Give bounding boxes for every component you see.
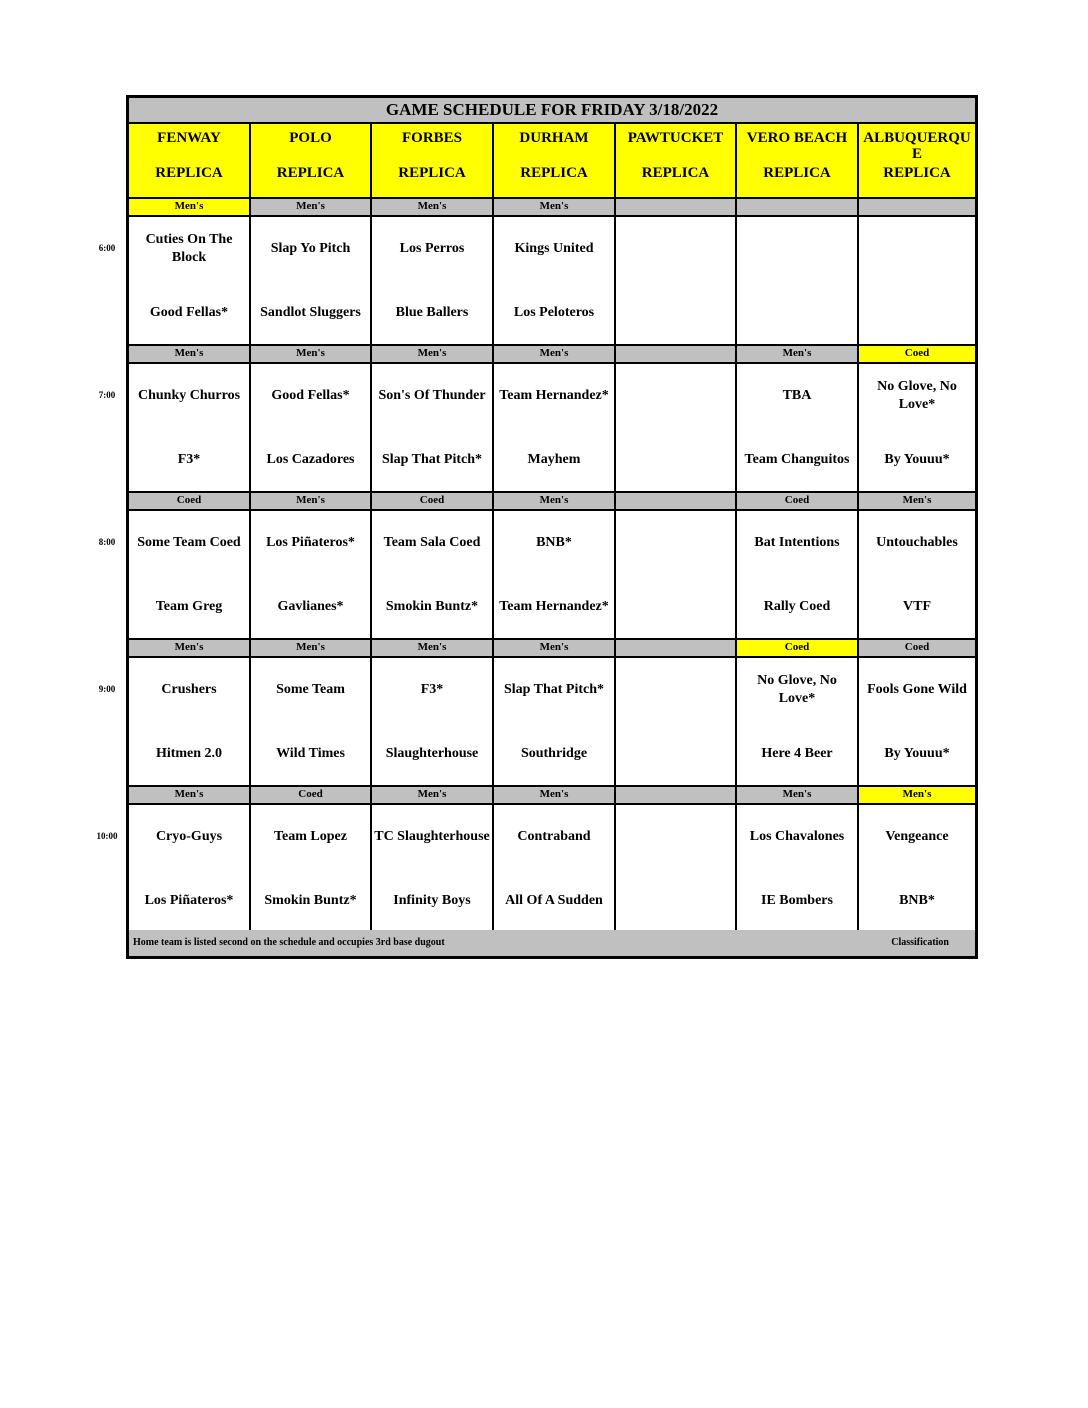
away-team: Los Perros	[399, 241, 465, 256]
home-team: Good Fellas*	[149, 305, 229, 320]
venue-name: FENWAY	[157, 130, 221, 146]
away-team: Cuties On The Block	[145, 232, 233, 265]
venue-name: ALBUQUERQU E	[863, 130, 971, 162]
game-cell	[737, 658, 857, 785]
home-team	[737, 293, 857, 333]
game-cell	[859, 511, 975, 638]
home-team: Sandlot Sluggers	[260, 305, 361, 320]
game-cell	[129, 364, 249, 491]
venue-name: POLO	[289, 130, 332, 146]
venue-header	[129, 124, 249, 197]
home-team: Smokin Buntz*	[385, 599, 479, 614]
venue-subtitle: REPLICA	[398, 165, 466, 181]
venue-name: PAWTUCKET	[627, 130, 724, 146]
home-team: Los Peloteros	[513, 305, 595, 320]
classification-badge: Men's	[494, 640, 614, 656]
away-team	[859, 229, 975, 269]
game-cell	[859, 805, 975, 932]
home-team: Southridge	[520, 746, 588, 761]
time-label: 6:00	[98, 243, 116, 253]
classification-badge	[616, 493, 735, 509]
home-team: VTF	[903, 599, 931, 614]
away-team: BNB*	[536, 535, 572, 550]
time-label: 10:00	[96, 831, 118, 841]
game-cell	[372, 511, 492, 638]
game-cell	[129, 658, 249, 785]
game-cell	[251, 364, 370, 491]
venue-header	[859, 124, 975, 197]
classification-badge	[737, 199, 857, 215]
classification-badge: Coed	[129, 493, 249, 509]
home-team: Team Greg	[155, 599, 223, 614]
classification-badge: Men's	[372, 346, 492, 362]
classification-badge: Coed	[859, 346, 975, 362]
classification-badge: Men's	[129, 346, 249, 362]
game-cell	[129, 805, 249, 932]
venue-header	[737, 124, 857, 197]
away-team	[616, 523, 735, 563]
away-team	[616, 670, 735, 710]
game-cell	[129, 511, 249, 638]
away-team: Kings United	[514, 241, 594, 256]
classification-badge: Men's	[494, 493, 614, 509]
game-cell	[859, 658, 975, 785]
home-team: IE Bombers	[761, 893, 833, 908]
home-team	[616, 587, 735, 627]
away-team: No Glove, No Love*	[757, 673, 837, 706]
home-team	[859, 293, 975, 333]
classification-badge: Men's	[859, 493, 975, 509]
away-team	[616, 376, 735, 416]
venue-subtitle: REPLICA	[276, 165, 345, 181]
venue-subtitle: REPLICA	[763, 165, 831, 181]
time-label: 8:00	[98, 537, 116, 547]
home-team: Team Hernandez*	[499, 599, 609, 614]
away-team: No Glove, No Love*	[877, 379, 957, 412]
venue-header	[372, 124, 492, 197]
time-label: 9:00	[98, 684, 116, 694]
away-team: Bat Intentions	[754, 535, 840, 550]
away-team: TBA	[782, 388, 812, 403]
home-team: Slaughterhouse	[385, 746, 479, 761]
away-team: Fools Gone Wild	[867, 682, 967, 697]
game-cell	[372, 805, 492, 932]
away-team: Untouchables	[876, 535, 958, 550]
time-label: 7:00	[98, 390, 116, 400]
away-team: Los Piñateros*	[266, 535, 355, 550]
classification-badge: Coed	[251, 787, 370, 803]
schedule-footer	[129, 930, 975, 956]
venue-header	[494, 124, 614, 197]
game-cell	[494, 511, 614, 638]
home-team: Hitmen 2.0	[155, 746, 223, 761]
classification-badge	[616, 640, 735, 656]
home-team: By Youuu*	[884, 452, 950, 467]
game-cell	[737, 364, 857, 491]
classification-badge: Men's	[737, 346, 857, 362]
away-team: Crushers	[161, 682, 217, 697]
game-cell	[372, 658, 492, 785]
home-team: Rally Coed	[763, 599, 831, 614]
home-team	[616, 440, 735, 480]
schedule-title: GAME SCHEDULE FOR FRIDAY 3/18/2022	[129, 98, 975, 122]
classification-badge: Men's	[251, 199, 370, 215]
classification-badge: Men's	[129, 199, 249, 215]
classification-badge: Men's	[251, 346, 370, 362]
away-team: Slap That Pitch*	[503, 682, 605, 697]
home-team: By Youuu*	[884, 746, 950, 761]
venue-name: FORBES	[401, 130, 462, 146]
classification-badge: Men's	[372, 199, 492, 215]
away-team: Slap Yo Pitch	[270, 241, 351, 256]
game-cell	[494, 217, 614, 344]
venue-subtitle: REPLICA	[155, 165, 223, 181]
game-cell	[251, 511, 370, 638]
home-team: F3*	[177, 452, 201, 467]
venue-subtitle: REPLICA	[641, 165, 710, 181]
home-team: Team Changuitos	[744, 452, 850, 467]
classification-badge: Men's	[251, 640, 370, 656]
venue-header	[616, 124, 735, 197]
game-cell	[251, 805, 370, 932]
game-cell	[372, 364, 492, 491]
away-team: Good Fellas*	[271, 388, 350, 403]
classification-badge: Coed	[737, 493, 857, 509]
game-cell	[859, 217, 975, 344]
game-cell	[129, 217, 249, 344]
classification-badge: Men's	[129, 787, 249, 803]
home-team: Los Cazadores	[266, 452, 355, 467]
away-team: Team Sala Coed	[383, 535, 481, 550]
away-team: Team Lopez	[274, 829, 347, 844]
game-cell	[859, 364, 975, 491]
away-team: Some Team Coed	[137, 535, 241, 550]
game-cell	[251, 658, 370, 785]
classification-badge	[859, 199, 975, 215]
schedule-table	[126, 95, 978, 959]
away-team	[616, 229, 735, 269]
away-team: Son's Of Thunder	[378, 388, 486, 403]
home-team: Slap That Pitch*	[381, 452, 483, 467]
classification-badge	[616, 787, 735, 803]
classification-badge: Men's	[737, 787, 857, 803]
game-cell	[737, 217, 857, 344]
home-team: Los Piñateros*	[144, 893, 234, 908]
home-team: Here 4 Beer	[761, 746, 833, 761]
game-cell	[616, 805, 735, 932]
classification-badge: Men's	[494, 346, 614, 362]
venue-name: DURHAM	[519, 130, 589, 146]
home-team	[616, 881, 735, 921]
game-cell	[616, 364, 735, 491]
away-team: TC Slaughterhouse	[374, 829, 490, 844]
classification-badge: Coed	[737, 640, 857, 656]
venue-name: VERO BEACH	[746, 130, 848, 146]
game-cell	[616, 658, 735, 785]
home-team-note: Home team is listed second on the schedule and occupies 3rd base dugout	[133, 937, 445, 948]
away-team: Contraband	[517, 829, 591, 844]
classification-badge: Men's	[494, 787, 614, 803]
venue-subtitle: REPLICA	[883, 165, 951, 181]
away-team	[616, 817, 735, 857]
game-cell	[737, 511, 857, 638]
game-cell	[494, 364, 614, 491]
away-team: Cryo-Guys	[155, 829, 223, 844]
home-team: Wild Times	[276, 746, 345, 761]
game-cell	[494, 805, 614, 932]
venue-subtitle: REPLICA	[520, 165, 588, 181]
home-team: Smokin Buntz*	[264, 893, 357, 908]
home-team: Mayhem	[527, 452, 581, 467]
venue-header	[251, 124, 370, 197]
game-cell	[616, 217, 735, 344]
away-team	[737, 229, 857, 269]
classification-badge: Men's	[494, 199, 614, 215]
home-team: Infinity Boys	[393, 893, 471, 908]
classification-badge: Coed	[859, 640, 975, 656]
away-team: Some Team	[276, 682, 345, 697]
game-cell	[737, 805, 857, 932]
home-team: All Of A Sudden	[505, 893, 603, 908]
home-team: BNB*	[899, 893, 935, 908]
away-team: Team Hernandez*	[499, 388, 609, 403]
home-team	[616, 293, 735, 333]
game-cell	[494, 658, 614, 785]
away-team: Los Chavalones	[749, 829, 845, 844]
away-team: F3*	[420, 682, 444, 697]
classification-badge: Coed	[372, 493, 492, 509]
game-cell	[616, 511, 735, 638]
classification-badge	[616, 199, 735, 215]
away-team: Vengeance	[885, 829, 949, 844]
classification-badge: Men's	[251, 493, 370, 509]
home-team	[616, 734, 735, 774]
classification-badge: Men's	[129, 640, 249, 656]
game-cell	[372, 217, 492, 344]
home-team: Gavlianes*	[277, 599, 344, 614]
classification-badge: Men's	[372, 787, 492, 803]
classification-badge: Men's	[859, 787, 975, 803]
game-cell	[251, 217, 370, 344]
home-team: Blue Ballers	[395, 305, 469, 320]
away-team: Chunky Churros	[137, 388, 241, 403]
classification-badge	[616, 346, 735, 362]
classification-label: Classification	[891, 937, 949, 948]
classification-badge: Men's	[372, 640, 492, 656]
